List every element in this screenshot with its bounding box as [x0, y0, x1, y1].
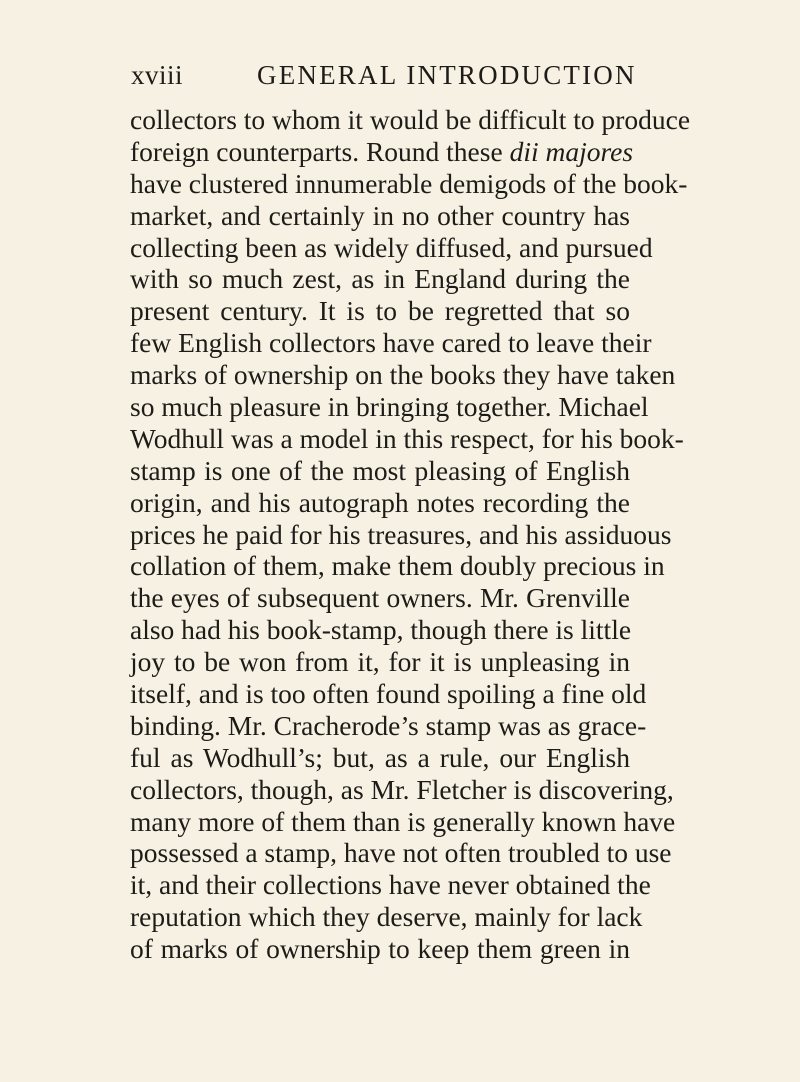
text-line: origin, and his autograph notes recording the — [130, 486, 630, 518]
text-line: it, and their collections have never obtained the — [130, 869, 651, 901]
text-line: reputation which they deserve, mainly for lack — [130, 901, 643, 933]
running-head-title: GENERAL INTRODUCTION — [257, 60, 637, 90]
text-line: foreign counterparts. Round these dii majores — [130, 135, 634, 167]
text-line: itself, and is too often found spoiling a fine old — [130, 678, 647, 710]
text-line: also had his book-stamp, though there is little — [130, 614, 632, 646]
text-line: market, and certainly in no other country has — [130, 199, 630, 231]
page-number: xviii — [131, 60, 184, 90]
text-line: have clustered innumerable demigods of the book- — [130, 167, 688, 199]
text-line: possessed a stamp, have not often troubled to use — [130, 837, 672, 869]
text-line: collectors to whom it would be difficult to produce — [130, 104, 691, 135]
text-line: with so much zest, as in England during the — [130, 263, 630, 295]
text-line: Wodhull was a model in this respect, for his book- — [130, 422, 684, 454]
text-line: few English collectors have cared to leave their — [130, 327, 652, 359]
body-text — [130, 104, 691, 965]
text-line: of marks of ownership to keep them green in — [130, 933, 630, 965]
text-line: present century. It is to be regretted that so — [130, 295, 630, 327]
text-line: marks of ownership on the books they have taken — [130, 359, 676, 391]
text-line: prices he paid for his treasures, and his assiduous — [130, 518, 672, 550]
text-line: stamp is one of the most pleasing of English — [130, 454, 630, 486]
text-line: joy to be won from it, for it is unpleasing in — [130, 646, 630, 678]
running-head — [131, 60, 651, 100]
text-line: collation of them, make them doubly precious in — [130, 550, 665, 582]
text-line: ful as Wodhull’s; but, as a rule, our English — [130, 741, 630, 773]
text-line: so much pleasure in bringing together. Michael — [130, 391, 649, 423]
italic-phrase: dii majores — [509, 135, 634, 167]
text-line: many more of them than is generally known have — [130, 805, 676, 837]
text-line: collectors, though, as Mr. Fletcher is discovering, — [130, 773, 674, 805]
text-line: binding. Mr. Cracherode’s stamp was as grace- — [130, 709, 647, 741]
text-line: collecting been as widely diffused, and pursued — [130, 231, 653, 263]
text-line: the eyes of subsequent owners. Mr. Grenville — [130, 582, 630, 614]
